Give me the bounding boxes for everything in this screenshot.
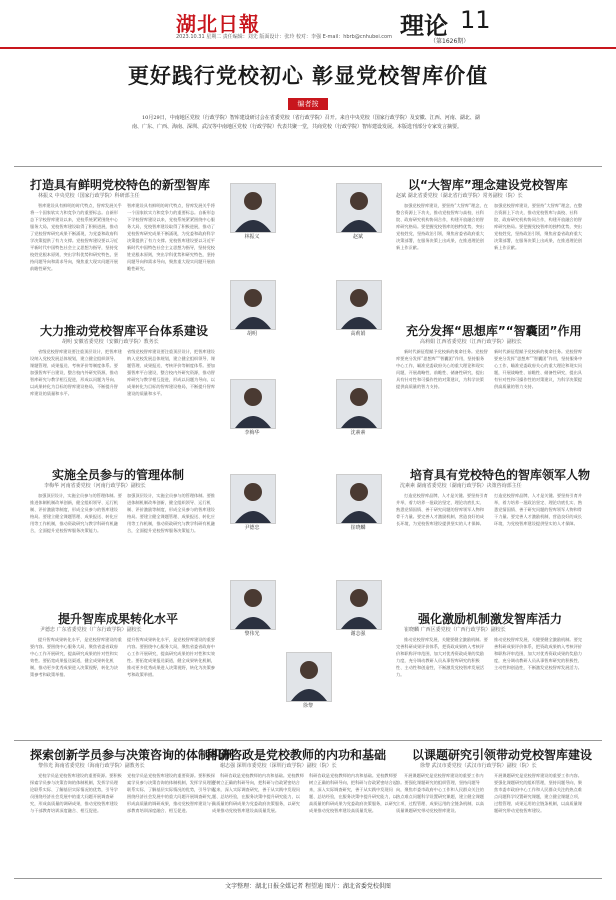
- portrait-photo: [230, 474, 276, 524]
- portrait-caption: 林振义: [244, 234, 260, 240]
- article-10-title: 科研咨政是党校教师的内功和基础: [206, 748, 387, 762]
- article-1-title: 打造具有鲜明党校特色的新型智库: [30, 178, 211, 192]
- portrait-caption: 谢志强: [350, 631, 366, 637]
- article-1-body-col1: 智库建设具有鲜明的时代特点，智库发展关乎将一个国家软实力和竞争力的重要标志。自新形态下学校智库建设以来，党校系统紧紧围绕中心服务大局，党校智库建设取得了积极进展，推动了党校智库研究成果不断涌现，为党委和政府科学决策提供了有力支撑。党校智库建设要以习近平新时代中国特色社会主义思想为指导，坚持党校姓党根本原则，突出学科优势和研究特色，坚持问题导向和需求导向，聚焦重大现实问题开展前瞻性研究。: [30, 203, 122, 271]
- article-11-title: 以课题研究引领带动党校智库建设: [412, 748, 593, 762]
- article-6-body-col2: 加强党校智库建设，要坚持“大智库”理念，在整合资源上下功夫，推动党校智库与高校、社科院、政府研究机构协同合作，构建开放融合的智库研究格局。要把握党校智库的独特优势，突出党校姓党，坚持政治引领，聚焦省委省政府重大决策部署，在服务决策上出成果，在推进理论创新上作贡献。: [494, 203, 583, 250]
- article-6-body-col1: 加强党校智库建设，要坚持“大智库”理念，在整合资源上下功夫，推动党校智库与高校、社科院、政府研究机构协同合作，构建开放融合的智库研究格局。要把握党校智库的独特优势，突出党校姓党，坚持政治引领，聚焦省委省政府重大决策部署，在服务决策上出成果，在推进理论创新上作贡献。: [396, 203, 488, 250]
- article-10-byline: 谢志强 深圳市委党校（深圳行政学院）副校（院）长: [220, 763, 337, 769]
- article-8-byline: 沈素素 湖南省委党校（湖南行政学院）决策咨询部主任: [400, 483, 522, 489]
- portrait-caption: 徐黎: [302, 703, 313, 709]
- article-5-body-col2: 党校学员是党校智库建设的重要资源。要积极探索学员参与决策咨询的体制机制，发挥学员理论联系实际、了解基层实际情况的优势，引导学员围绕经济社会发展中的重大问题开展调查研究，形成高质量的调研成果，推动党校智库建设与干部教育培训深度融合、相互促进。: [127, 773, 215, 813]
- portrait-caption: 李梅华: [244, 430, 260, 436]
- article-3-title: 实施全员参与的管理体制: [52, 468, 185, 482]
- article-6-title: 以“大智库”理念建设党校智库: [408, 178, 568, 192]
- portrait-photo: [230, 280, 276, 330]
- portrait-photo: [230, 580, 276, 630]
- portrait-caption: 沈素素: [350, 430, 366, 436]
- article-5-body-col1: 党校学员是党校智库建设的重要资源。要积极探索学员参与决策咨询的体制机制，发挥学员理论联系实际、了解基层实际情况的优势，引导学员围绕经济社会发展中的重大问题开展调查研究，形成高质量的调研成果，推动党校智库建设与干部教育培训深度融合、相互促进。: [30, 773, 122, 813]
- portrait-photo: [286, 652, 332, 702]
- article-8-body-col1: 打造党校智库品牌，人才是关键。要坚持引育并举，着力培养一批政治坚定、理论功底扎实、熟悉党情国情、善于研究问题的智库领军人物和骨干力量。要完善人才激励机制，营造良好的成长环境，为党校智库建设提供坚实的人才保障。: [396, 493, 488, 526]
- portrait-caption: 黎伟光: [244, 631, 260, 637]
- article-5-title: 探索创新学员参与决策咨询的体制机制: [30, 748, 235, 762]
- photo-credit: 文字整理：湖北日报全媒记者 程望迪 图片：湖北省委党校供图: [225, 883, 391, 890]
- article-4-title: 提升智库成果转化水平: [58, 612, 179, 626]
- portrait-photo: [230, 183, 276, 233]
- editor-note-label: 编者按: [288, 98, 328, 110]
- portrait-photo: [336, 580, 382, 630]
- article-2-body-col2: 省级党校智库建设要注重顶层设计，把智库建设纳入党校发展总体规划，建立健全组织领导、课题管理、成果报送、考核评价等制度体系。要加强智库平台建设，整合校内外研究资源，推动智库研究与教学相互促进，形成以问题为导向、以成果转化为目标的智库建设格局，不断提升智库建设的质量和水平。: [127, 349, 215, 396]
- article-9-body-col1: 推动党校智库发展，关键要健全激励机制。要完善科研成果评价体系，把资政成果纳入考核评价和职称评审范围，加大对优秀资政成果的奖励力度，充分调动教研人员从事智库研究的积极性、主动性和创造性，不断激发党校智库发展活力。: [396, 637, 488, 677]
- article-8-title: 培育具有党校特色的智库领军人物: [410, 468, 591, 482]
- portrait-photo: [336, 474, 382, 524]
- article-6-byline: 赵斌 湖北省委党校（湖北省行政学院）常务副校（院）长: [396, 193, 523, 199]
- page-number: 11: [460, 6, 491, 34]
- article-11-body-col1: 开展课题研究是党校智库建设的重要工作内容。要强化课题研究的组织管理，坚持问题导向，聚焦市委市政府中心工作和人民群众关注的热点难点问题科学设置研究课题，建立健全课题立项、过程管理、成果运用的全链条机制，以高质量课题研究带动党校智库建设。: [396, 773, 484, 813]
- editor-note-text: 10月29日，中南地区党校（行政学院）智库建设研讨会在省委党校（省行政学院）召开。来自中央党校（国家行政学院）及安徽、江西、河南、湖北、湖南、广东、广西、海南、深圳、武汉等中南地区党校（行政学院）代表共聚一堂，共商党校（行政学院）智库建设发展。本版选刊部分专家发言摘要。: [132, 115, 480, 130]
- portrait-photo: [230, 379, 276, 429]
- article-10-body-col2: 科研咨政是党校教师的内功和基础。党校教师要树立正确的科研导向，把科研与咨政紧密结合起来，深入实际调查研究，善于从实践中发现问题、总结经验，在服务决策中提升研究能力，以高质量的科研成果为党委政府决策服务，以研究成果推动党校智库建设高质量发展。: [309, 773, 397, 813]
- article-7-byline: 高莉娟 江西省委党校（江西行政学院）副校长: [420, 339, 522, 345]
- article-9-byline: 崔晓麟 广西区委党校（广西行政学院）副校长: [404, 627, 506, 633]
- portrait-photo: [336, 280, 382, 330]
- portrait-photo: [336, 379, 382, 429]
- article-11-body-col2: 开展课题研究是党校智库建设的重要工作内容。要强化课题研究的组织管理，坚持问题导向，聚焦市委市政府中心工作和人民群众关注的热点难点问题科学设置研究课题，建立健全课题立项、过程管理、成果运用的全链条机制，以高质量课题研究带动党校智库建设。: [494, 773, 582, 813]
- article-10-body-col1: 科研咨政是党校教师的内功和基础。党校教师要树立正确的科研导向，把科研与咨政紧密结合起来，深入实际调查研究，善于从实践中发现问题、总结经验，在服务决策中提升研究能力，以高质量的科研成果为党委政府决策服务，以研究成果推动党校智库建设高质量发展。: [212, 773, 304, 813]
- article-8-body-col2: 打造党校智库品牌，人才是关键。要坚持引育并举，着力培养一批政治坚定、理论功底扎实、熟悉党情国情、善于研究问题的智库领军人物和骨干力量。要完善人才激励机制，营造良好的成长环境，为党校智库建设提供坚实的人才保障。: [494, 493, 582, 526]
- article-3-byline: 李梅华 河南省委党校（河南行政学院）副校长: [44, 483, 146, 489]
- article-1-byline: 林振义 中央党校（国家行政学院）科研部主任: [38, 193, 140, 199]
- issue-number: （第1626期）: [430, 38, 470, 45]
- article-7-title: 充分发挥“思想库”“智囊团”作用: [406, 324, 582, 338]
- portrait-caption: 崔晓麟: [350, 525, 366, 531]
- article-2-body-col1: 省级党校智库建设要注重顶层设计，把智库建设纳入党校发展总体规划，建立健全组织领导、课题管理、成果报送、考核评价等制度体系。要加强智库平台建设，整合校内外研究资源，推动智库研究与教学相互促进，形成以问题为导向、以成果转化为目标的智库建设格局，不断提升智库建设的质量和水平。: [30, 349, 122, 396]
- article-3-body-col1: 加强顶层设计，实施全员参与的管理体制。要推进体制机制改革创新，健全组织领导、运行机制、评价激励等制度，形成全员参与的智库建设格局。要建立健全课题管理、成果报送、转化应用等工作机制，推动资政研究与教学科研有机融合，全面提升党校智库服务决策能力。: [30, 493, 122, 533]
- section-name: 理论: [400, 12, 448, 40]
- masthead-rule: [0, 47, 616, 49]
- portrait-caption: 高莉娟: [350, 331, 366, 337]
- article-4-body-col1: 提升智库成果转化水平，是党校智库建设的重要内容。要围绕中心服务大局，聚焦省委省政府中心工作开展研究，提高研究成果的针对性和实效性。要拓宽成果报送渠道，健全成果转化机制，推动更多优秀成果进入决策视野，转化为决策参考和政策举措。: [30, 637, 122, 677]
- article-11-byline: 徐黎 武汉市委党校（武汉市行政学院）副校（院）长: [420, 763, 537, 769]
- article-9-title: 强化激励机制激发智库活力: [418, 612, 563, 626]
- row-divider: [14, 740, 602, 741]
- article-2-title: 大力推动党校智库平台体系建设: [40, 324, 209, 338]
- portrait-caption: 胡明: [246, 331, 257, 337]
- article-2-byline: 胡明 安徽省委党校（安徽行政学院）教务长: [62, 339, 159, 345]
- portrait-caption: 赵斌: [352, 234, 363, 240]
- newspaper-logo: 湖北日報: [176, 12, 260, 36]
- article-1-body-col2: 智库建设具有鲜明的时代特点，智库发展关乎将一个国家软实力和竞争力的重要标志。自新形态下学校智库建设以来，党校系统紧紧围绕中心服务大局，党校智库建设取得了积极进展，推动了党校智库研究成果不断涌现，为党委和政府科学决策提供了有力支撑。党校智库建设要以习近平新时代中国特色社会主义思想为指导，坚持党校姓党根本原则，突出学科优势和研究特色，坚持问题导向和需求导向，聚焦重大现实问题开展前瞻性研究。: [127, 203, 215, 271]
- article-9-body-col2: 推动党校智库发展，关键要健全激励机制。要完善科研成果评价体系，把资政成果纳入考核评价和职称评审范围，加大对优秀资政成果的奖励力度，充分调动教研人员从事智库研究的积极性、主动性和创造性，不断激发党校智库发展活力。: [494, 637, 582, 670]
- page-headline: 更好践行党校初心 彰显党校智库价值: [127, 64, 489, 88]
- article-7-body-col2: 新时代新征程赋予党校新的使命任务。党校智库要充分发挥“思想库”“智囊团”作用，坚持服务中心工作，瞄准党委政府关心的重大理论和现实问题，开展战略性、前瞻性、储备性研究，提出具有针对性和可操作性的对策建议，为科学决策提供高质量的智力支持。: [494, 349, 583, 389]
- article-5-byline: 黎伟光 海南省委党校（海南行政学院）副教务长: [38, 763, 145, 769]
- article-4-byline: 尹德忠 广东省委党校（广东行政学院）副校长: [40, 627, 142, 633]
- portrait-photo: [336, 183, 382, 233]
- article-7-body-col1: 新时代新征程赋予党校新的使命任务。党校智库要充分发挥“思想库”“智囊团”作用，坚持服务中心工作，瞄准党委政府关心的重大理论和现实问题，开展战略性、前瞻性、储备性研究，提出具有针对性和可操作性的对策建议，为科学决策提供高质量的智力支持。: [396, 349, 488, 389]
- intro-divider: [14, 166, 602, 167]
- portrait-caption: 尹德忠: [244, 525, 260, 531]
- article-3-body-col2: 加强顶层设计，实施全员参与的管理体制。要推进体制机制改革创新，健全组织领导、运行机制、评价激励等制度，形成全员参与的智库建设格局。要建立健全课题管理、成果报送、转化应用等工作机制，推动资政研究与教学科研有机融合，全面提升党校智库服务决策能力。: [127, 493, 215, 533]
- footer-divider: [14, 878, 602, 879]
- masthead-meta: 2023.10.31 星期二 责任编辑：刘先 版面设计：张玲 校对：李强 E-mail：hbrb@cnhubei.com: [176, 34, 392, 40]
- article-4-body-col2: 提升智库成果转化水平，是党校智库建设的重要内容。要围绕中心服务大局，聚焦省委省政府中心工作开展研究，提高研究成果的针对性和实效性。要拓宽成果报送渠道，健全成果转化机制，推动更多优秀成果进入决策视野，转化为决策参考和政策举措。: [127, 637, 215, 677]
